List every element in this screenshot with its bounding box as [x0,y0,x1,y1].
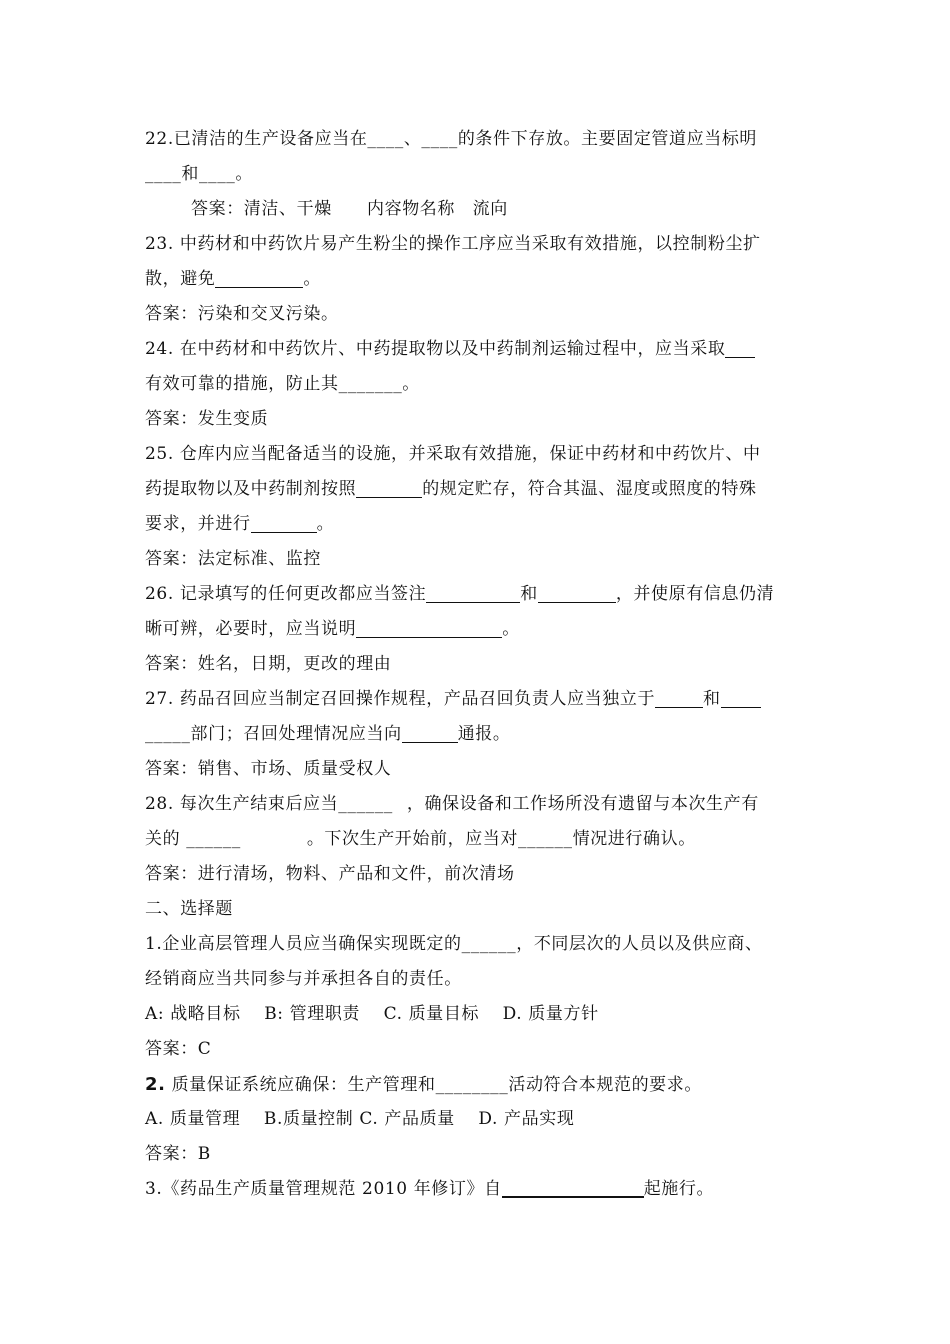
question-25-line-1: 25. 仓库内应当配备适当的设施，并采取有效措施，保证中药材和中药饮片、中 [145,444,761,464]
fill-blank [502,1176,644,1198]
question-25-text-cont: 的规定贮存，符合其温、湿度或照度的特殊 [422,479,757,499]
answer-27: 答案：销售、市场、质量受权人 [145,759,392,779]
question-26-text: 26. 记录填写的任何更改都应当签注 [145,584,427,604]
question-27-text-2: _____部门；召回处理情况应当向 [145,724,402,744]
answer-23: 答案：污染和交叉污染。 [145,304,339,324]
fill-blank [356,617,502,638]
fill-blank [215,267,303,288]
choice-3-text: 3.《药品生产质量管理规范 2010 年修订》自 [145,1179,502,1199]
question-27-end: 通报。 [457,724,511,744]
question-25-end: 。 [316,514,335,534]
question-24-text: 24. 在中药材和中药饮片、中药提取物以及中药制剂运输过程中，应当采取 [145,339,726,359]
question-22-line-2: ____和____。 [145,164,253,184]
question-25-line-2 [145,472,810,507]
question-27-and: 和 [703,689,721,709]
document-page [145,122,810,1207]
fill-blank [402,722,458,743]
question-24-line-2: 有效可靠的措施，防止其_______。 [145,374,420,394]
question-26-and: 和 [520,584,538,604]
question-26-end: 。 [502,619,520,639]
question-26-line-1 [145,577,810,612]
fill-blank [721,687,761,708]
choice-2-text: 质量保证系统应确保：生产管理和________活动符合本规范的要求。 [165,1075,702,1095]
fill-blank [356,477,422,498]
question-28-text-3: 。下次生产开始前，应当对______情况进行确认。 [306,829,696,849]
question-28-text: 28. 每次生产结束后应当______ [145,794,393,814]
choice-2-number: 2. [145,1074,166,1095]
question-28-text-cont: ，确保设备和工作场所没有遗留与本次生产有 [406,794,759,814]
fill-blank [655,687,703,708]
choice-3-line [145,1172,810,1207]
question-26-line-2 [145,612,810,647]
choice-2-options: A. 质量管理 B.质量控制 C. 产品质量 D. 产品实现 [145,1109,575,1129]
choice-2-answer: 答案：B [145,1144,211,1164]
question-23-line-2 [145,262,810,297]
question-28-line-2 [145,822,810,857]
question-26-text-cont: ，并使原有信息仍清 [615,584,775,604]
choice-1-line-2: 经销商应当共同参与并承担各自的责任。 [145,969,462,989]
fill-blank [251,512,317,533]
question-28-line-1 [145,787,810,822]
fill-blank [725,337,755,358]
fill-blank [426,582,520,603]
question-25-line-3 [145,507,810,542]
question-23-text: 散，避免 [145,269,216,289]
answer-28: 答案：进行清场，物料、产品和文件，前次清场 [145,864,515,884]
question-27-text: 27. 药品召回应当制定召回操作规程，产品召回负责人应当独立于 [145,689,656,709]
question-23-line-1: 23. 中药材和中药饮片易产生粉尘的操作工序应当采取有效措施，以控制粉尘扩 [145,234,761,254]
fill-blank [538,582,616,603]
question-27-line-2 [145,717,810,752]
question-28-text-2: 关的 ______ [145,829,241,849]
answer-26: 答案：姓名，日期，更改的理由 [145,654,392,674]
choice-1-answer: 答案：C [145,1039,212,1059]
answer-25: 答案：法定标准、监控 [145,549,321,569]
question-22-line-1: 22.已清洁的生产设备应当在____、____的条件下存放。主要固定管道应当标明 [145,129,758,149]
answer-24: 答案：发生变质 [145,409,269,429]
question-24-line-1 [145,332,810,367]
choice-3-end: 起施行。 [643,1179,715,1199]
answer-22: 答案：清洁、干燥 内容物名称 流向 [191,199,508,219]
question-27-line-1 [145,682,810,717]
question-23-end: 。 [303,269,322,289]
question-25-text-2: 要求，并进行 [145,514,251,534]
question-25-text: 药提取物以及中药制剂按照 [145,479,357,499]
section-heading-choice: 二、选择题 [145,899,233,919]
choice-1-line-1: 1.企业高层管理人员应当确保实现既定的______，不同层次的人员以及供应商、 [145,934,763,954]
choice-1-options: A: 战略目标 B: 管理职责 C. 质量目标 D. 质量方针 [145,1004,599,1024]
question-26-text-2: 晰可辨，必要时，应当说明 [145,619,357,639]
choice-2-line [145,1067,810,1102]
